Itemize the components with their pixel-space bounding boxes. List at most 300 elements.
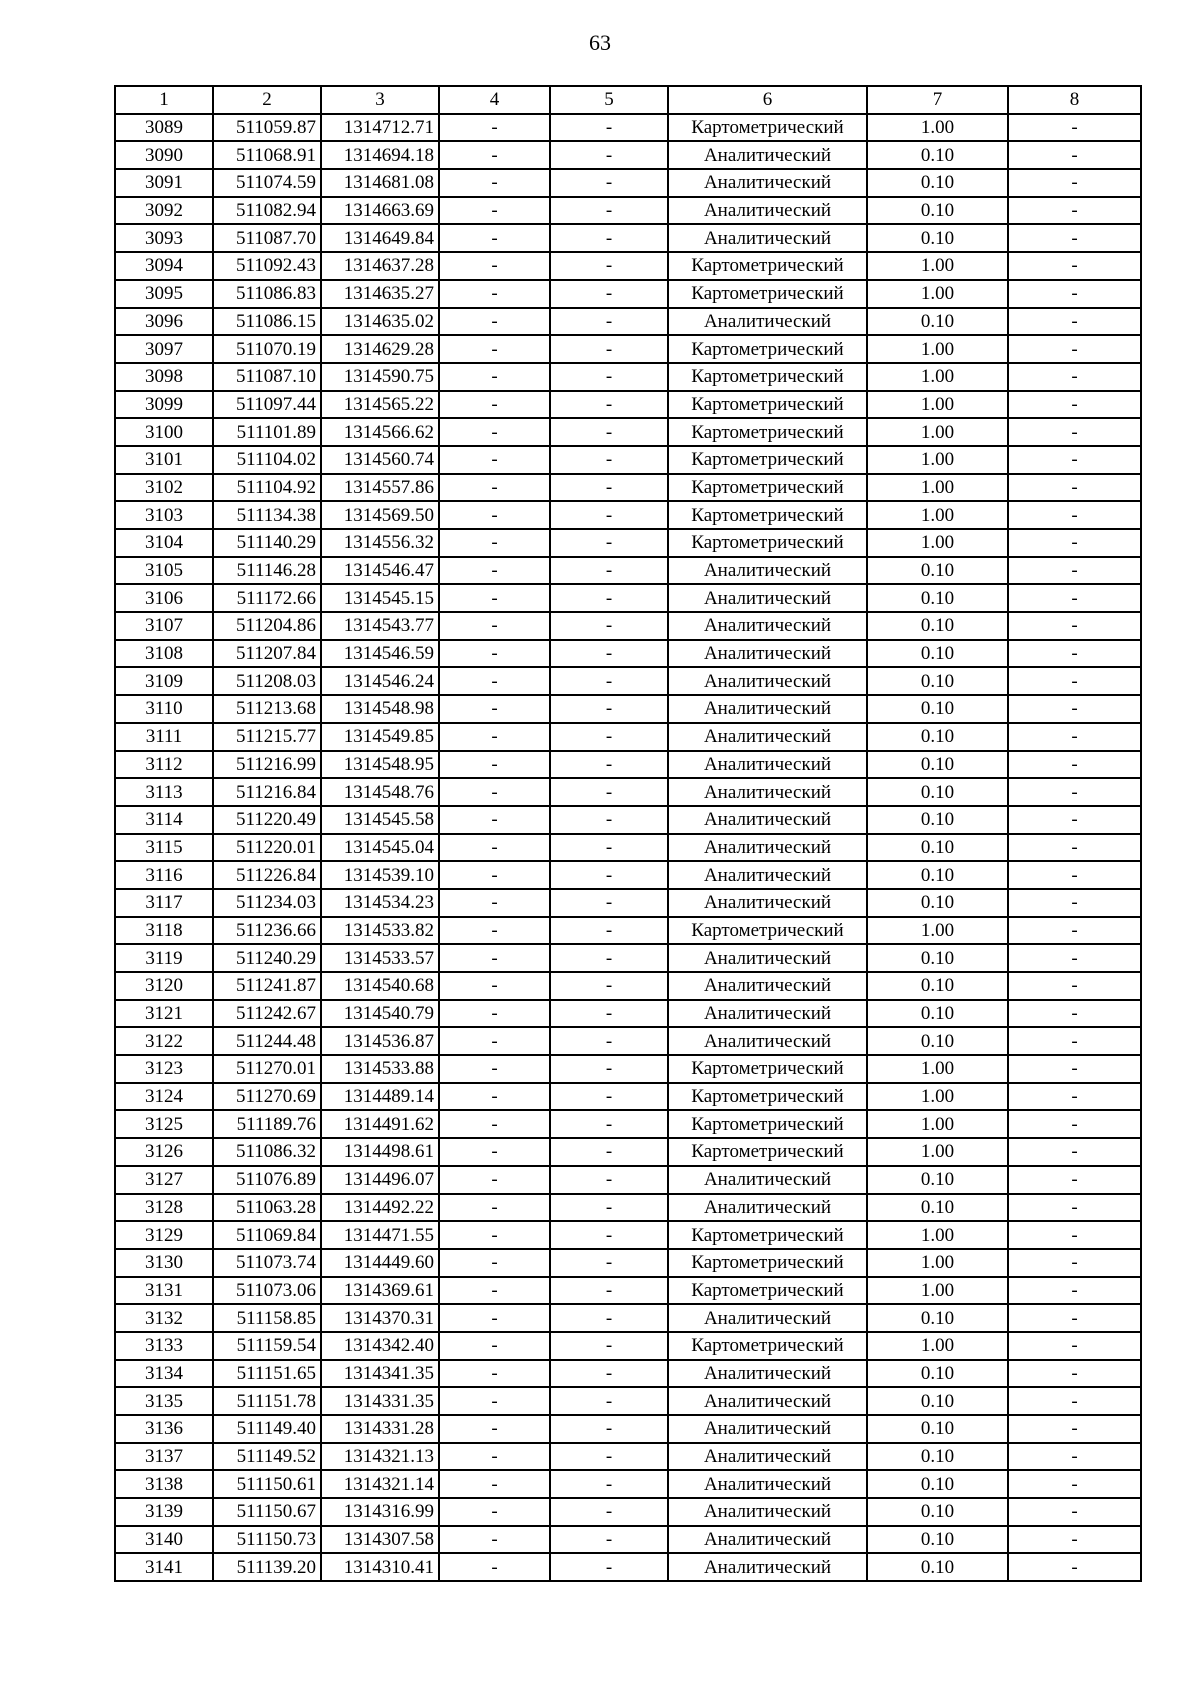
y-coordinate-cell: 1314557.86 [321,474,439,502]
col5-cell: - [550,1526,668,1554]
x-coordinate-cell: 511220.49 [213,806,321,834]
col8-cell: - [1008,612,1141,640]
method-cell: Картометрический [668,1277,867,1305]
x-coordinate-cell: 511213.68 [213,695,321,723]
method-cell: Аналитический [668,1443,867,1471]
coordinates-table [114,85,1142,1582]
y-coordinate-cell: 1314548.95 [321,751,439,779]
column-header: 8 [1008,86,1141,114]
col5-cell: - [550,501,668,529]
col4-cell: - [439,197,550,225]
method-cell: Аналитический [668,806,867,834]
col8-cell: - [1008,1083,1141,1111]
col8-cell: - [1008,1055,1141,1083]
y-coordinate-cell: 1314556.32 [321,529,439,557]
col4-cell: - [439,280,550,308]
y-coordinate-cell: 1314546.59 [321,640,439,668]
col5-cell: - [550,391,668,419]
y-coordinate-cell: 1314663.69 [321,197,439,225]
col4-cell: - [439,1027,550,1055]
accuracy-cell: 1.00 [867,501,1008,529]
col4-cell: - [439,169,550,197]
method-cell: Аналитический [668,1360,867,1388]
col8-cell: - [1008,363,1141,391]
x-coordinate-cell: 511236.66 [213,917,321,945]
x-coordinate-cell: 511244.48 [213,1027,321,1055]
method-cell: Аналитический [668,667,867,695]
col5-cell: - [550,861,668,889]
col8-cell: - [1008,1332,1141,1360]
x-coordinate-cell: 511159.54 [213,1332,321,1360]
point-number-cell: 3092 [115,197,213,225]
point-number-cell: 3099 [115,391,213,419]
accuracy-cell: 0.10 [867,1470,1008,1498]
x-coordinate-cell: 511149.52 [213,1443,321,1471]
x-coordinate-cell: 511149.40 [213,1415,321,1443]
col8-cell: - [1008,1443,1141,1471]
col5-cell: - [550,584,668,612]
accuracy-cell: 0.10 [867,1304,1008,1332]
y-coordinate-cell: 1314635.02 [321,308,439,336]
x-coordinate-cell: 511104.02 [213,446,321,474]
method-cell: Аналитический [668,1415,867,1443]
x-coordinate-cell: 511189.76 [213,1110,321,1138]
col8-cell: - [1008,889,1141,917]
table-row [115,1000,1141,1028]
point-number-cell: 3118 [115,917,213,945]
y-coordinate-cell: 1314492.22 [321,1194,439,1222]
col5-cell: - [550,1498,668,1526]
y-coordinate-cell: 1314369.61 [321,1277,439,1305]
accuracy-cell: 0.10 [867,169,1008,197]
col4-cell: - [439,640,550,668]
col8-cell: - [1008,1110,1141,1138]
accuracy-cell: 0.10 [867,944,1008,972]
accuracy-cell: 0.10 [867,557,1008,585]
col4-cell: - [439,141,550,169]
x-coordinate-cell: 511063.28 [213,1194,321,1222]
accuracy-cell: 0.10 [867,1443,1008,1471]
accuracy-cell: 1.00 [867,1249,1008,1277]
col4-cell: - [439,1138,550,1166]
accuracy-cell: 1.00 [867,391,1008,419]
col4-cell: - [439,944,550,972]
col8-cell: - [1008,1138,1141,1166]
col4-cell: - [439,1277,550,1305]
y-coordinate-cell: 1314545.04 [321,834,439,862]
method-cell: Аналитический [668,1304,867,1332]
method-cell: Картометрический [668,114,867,142]
table-row [115,612,1141,640]
method-cell: Аналитический [668,169,867,197]
col4-cell: - [439,1360,550,1388]
method-cell: Аналитический [668,834,867,862]
x-coordinate-cell: 511234.03 [213,889,321,917]
y-coordinate-cell: 1314637.28 [321,252,439,280]
method-cell: Аналитический [668,889,867,917]
accuracy-cell: 0.10 [867,584,1008,612]
method-cell: Аналитический [668,1526,867,1554]
page-number: 63 [589,30,611,55]
table-row [115,114,1141,142]
col5-cell: - [550,834,668,862]
accuracy-cell: 0.10 [867,224,1008,252]
col8-cell: - [1008,1027,1141,1055]
col4-cell: - [439,1221,550,1249]
point-number-cell: 3113 [115,778,213,806]
method-cell: Картометрический [668,474,867,502]
col8-cell: - [1008,1498,1141,1526]
accuracy-cell: 0.10 [867,806,1008,834]
point-number-cell: 3116 [115,861,213,889]
col5-cell: - [550,1138,668,1166]
method-cell: Картометрический [668,1221,867,1249]
point-number-cell: 3135 [115,1387,213,1415]
x-coordinate-cell: 511216.84 [213,778,321,806]
accuracy-cell: 1.00 [867,280,1008,308]
accuracy-cell: 0.10 [867,612,1008,640]
accuracy-cell: 1.00 [867,1332,1008,1360]
col8-cell: - [1008,584,1141,612]
col4-cell: - [439,1498,550,1526]
y-coordinate-cell: 1314498.61 [321,1138,439,1166]
accuracy-cell: 0.10 [867,1194,1008,1222]
point-number-cell: 3125 [115,1110,213,1138]
method-cell: Картометрический [668,1332,867,1360]
y-coordinate-cell: 1314331.28 [321,1415,439,1443]
method-cell: Аналитический [668,197,867,225]
x-coordinate-cell: 511086.83 [213,280,321,308]
col8-cell: - [1008,1553,1141,1581]
table-row [115,806,1141,834]
accuracy-cell: 1.00 [867,363,1008,391]
table-row [115,778,1141,806]
table-row [115,667,1141,695]
point-number-cell: 3108 [115,640,213,668]
accuracy-cell: 0.10 [867,1000,1008,1028]
method-cell: Картометрический [668,917,867,945]
y-coordinate-cell: 1314491.62 [321,1110,439,1138]
col4-cell: - [439,612,550,640]
method-cell: Аналитический [668,1000,867,1028]
col5-cell: - [550,612,668,640]
col4-cell: - [439,114,550,142]
col8-cell: - [1008,308,1141,336]
point-number-cell: 3102 [115,474,213,502]
x-coordinate-cell: 511158.85 [213,1304,321,1332]
x-coordinate-cell: 511241.87 [213,972,321,1000]
accuracy-cell: 1.00 [867,418,1008,446]
x-coordinate-cell: 511150.61 [213,1470,321,1498]
col4-cell: - [439,1387,550,1415]
point-number-cell: 3103 [115,501,213,529]
table-row [115,280,1141,308]
table-row [115,861,1141,889]
col4-cell: - [439,778,550,806]
col8-cell: - [1008,197,1141,225]
y-coordinate-cell: 1314566.62 [321,418,439,446]
col4-cell: - [439,501,550,529]
col8-cell: - [1008,1470,1141,1498]
col8-cell: - [1008,778,1141,806]
x-coordinate-cell: 511101.89 [213,418,321,446]
method-cell: Картометрический [668,529,867,557]
col4-cell: - [439,695,550,723]
col8-cell: - [1008,1194,1141,1222]
y-coordinate-cell: 1314681.08 [321,169,439,197]
x-coordinate-cell: 511073.74 [213,1249,321,1277]
y-coordinate-cell: 1314546.47 [321,557,439,585]
point-number-cell: 3096 [115,308,213,336]
x-coordinate-cell: 511104.92 [213,474,321,502]
point-number-cell: 3130 [115,1249,213,1277]
col8-cell: - [1008,1304,1141,1332]
table-row [115,1553,1141,1581]
table-row [115,944,1141,972]
method-cell: Аналитический [668,1387,867,1415]
col4-cell: - [439,1470,550,1498]
table-row [115,695,1141,723]
table-row [115,1498,1141,1526]
y-coordinate-cell: 1314533.57 [321,944,439,972]
x-coordinate-cell: 511092.43 [213,252,321,280]
point-number-cell: 3139 [115,1498,213,1526]
x-coordinate-cell: 511097.44 [213,391,321,419]
accuracy-cell: 0.10 [867,197,1008,225]
y-coordinate-cell: 1314540.79 [321,1000,439,1028]
column-header: 2 [213,86,321,114]
col4-cell: - [439,1249,550,1277]
method-cell: Аналитический [668,1553,867,1581]
y-coordinate-cell: 1314533.88 [321,1055,439,1083]
accuracy-cell: 1.00 [867,529,1008,557]
col4-cell: - [439,861,550,889]
method-cell: Картометрический [668,1249,867,1277]
col5-cell: - [550,169,668,197]
table-row [115,972,1141,1000]
col5-cell: - [550,723,668,751]
col8-cell: - [1008,141,1141,169]
y-coordinate-cell: 1314548.98 [321,695,439,723]
col5-cell: - [550,529,668,557]
point-number-cell: 3121 [115,1000,213,1028]
y-coordinate-cell: 1314545.58 [321,806,439,834]
table-row [115,1526,1141,1554]
x-coordinate-cell: 511150.67 [213,1498,321,1526]
col5-cell: - [550,114,668,142]
point-number-cell: 3137 [115,1443,213,1471]
table-row [115,141,1141,169]
column-header: 3 [321,86,439,114]
col5-cell: - [550,335,668,363]
accuracy-cell: 1.00 [867,1055,1008,1083]
point-number-cell: 3134 [115,1360,213,1388]
y-coordinate-cell: 1314545.15 [321,584,439,612]
point-number-cell: 3117 [115,889,213,917]
x-coordinate-cell: 511087.10 [213,363,321,391]
y-coordinate-cell: 1314342.40 [321,1332,439,1360]
method-cell: Картометрический [668,1055,867,1083]
accuracy-cell: 0.10 [867,723,1008,751]
y-coordinate-cell: 1314534.23 [321,889,439,917]
method-cell: Аналитический [668,1194,867,1222]
x-coordinate-cell: 511208.03 [213,667,321,695]
point-number-cell: 3111 [115,723,213,751]
col4-cell: - [439,667,550,695]
col4-cell: - [439,917,550,945]
column-header: 5 [550,86,668,114]
table-row [115,252,1141,280]
col4-cell: - [439,1166,550,1194]
col8-cell: - [1008,252,1141,280]
col4-cell: - [439,1332,550,1360]
table-row [115,1470,1141,1498]
col5-cell: - [550,972,668,1000]
col4-cell: - [439,1526,550,1554]
point-number-cell: 3106 [115,584,213,612]
y-coordinate-cell: 1314536.87 [321,1027,439,1055]
table-row [115,529,1141,557]
table-row [115,1221,1141,1249]
col5-cell: - [550,1249,668,1277]
accuracy-cell: 1.00 [867,446,1008,474]
y-coordinate-cell: 1314712.71 [321,114,439,142]
accuracy-cell: 1.00 [867,1277,1008,1305]
accuracy-cell: 0.10 [867,308,1008,336]
method-cell: Картометрический [668,252,867,280]
method-cell: Аналитический [668,1027,867,1055]
point-number-cell: 3132 [115,1304,213,1332]
col4-cell: - [439,474,550,502]
table-row [115,1332,1141,1360]
col5-cell: - [550,751,668,779]
col4-cell: - [439,1194,550,1222]
y-coordinate-cell: 1314321.13 [321,1443,439,1471]
table-body [115,114,1141,1581]
col8-cell: - [1008,1249,1141,1277]
col4-cell: - [439,1304,550,1332]
point-number-cell: 3138 [115,1470,213,1498]
x-coordinate-cell: 511076.89 [213,1166,321,1194]
accuracy-cell: 1.00 [867,917,1008,945]
method-cell: Аналитический [668,944,867,972]
col5-cell: - [550,141,668,169]
col5-cell: - [550,944,668,972]
x-coordinate-cell: 511087.70 [213,224,321,252]
table-row [115,363,1141,391]
col5-cell: - [550,917,668,945]
col5-cell: - [550,308,668,336]
table-row [115,834,1141,862]
point-number-cell: 3089 [115,114,213,142]
accuracy-cell: 0.10 [867,1498,1008,1526]
y-coordinate-cell: 1314496.07 [321,1166,439,1194]
method-cell: Аналитический [668,695,867,723]
col5-cell: - [550,252,668,280]
method-cell: Картометрический [668,363,867,391]
col8-cell: - [1008,1221,1141,1249]
col5-cell: - [550,1304,668,1332]
method-cell: Аналитический [668,557,867,585]
col8-cell: - [1008,723,1141,751]
x-coordinate-cell: 511139.20 [213,1553,321,1581]
x-coordinate-cell: 511070.19 [213,335,321,363]
y-coordinate-cell: 1314569.50 [321,501,439,529]
y-coordinate-cell: 1314629.28 [321,335,439,363]
col5-cell: - [550,667,668,695]
col8-cell: - [1008,834,1141,862]
col8-cell: - [1008,1415,1141,1443]
col4-cell: - [439,889,550,917]
x-coordinate-cell: 511270.69 [213,1083,321,1111]
table-row [115,557,1141,585]
col5-cell: - [550,197,668,225]
point-number-cell: 3105 [115,557,213,585]
table-row [115,1415,1141,1443]
col4-cell: - [439,418,550,446]
point-number-cell: 3101 [115,446,213,474]
column-header: 7 [867,86,1008,114]
point-number-cell: 3123 [115,1055,213,1083]
method-cell: Аналитический [668,1498,867,1526]
accuracy-cell: 1.00 [867,1083,1008,1111]
point-number-cell: 3126 [115,1138,213,1166]
method-cell: Аналитический [668,778,867,806]
col8-cell: - [1008,806,1141,834]
x-coordinate-cell: 511172.66 [213,584,321,612]
table-row [115,1027,1141,1055]
y-coordinate-cell: 1314321.14 [321,1470,439,1498]
accuracy-cell: 0.10 [867,695,1008,723]
table-row [115,1387,1141,1415]
col4-cell: - [439,806,550,834]
col4-cell: - [439,391,550,419]
accuracy-cell: 0.10 [867,1415,1008,1443]
point-number-cell: 3091 [115,169,213,197]
column-header: 4 [439,86,550,114]
y-coordinate-cell: 1314565.22 [321,391,439,419]
point-number-cell: 3095 [115,280,213,308]
accuracy-cell: 0.10 [867,889,1008,917]
col5-cell: - [550,1110,668,1138]
y-coordinate-cell: 1314546.24 [321,667,439,695]
col5-cell: - [550,1027,668,1055]
x-coordinate-cell: 511226.84 [213,861,321,889]
point-number-cell: 3104 [115,529,213,557]
col5-cell: - [550,1277,668,1305]
col8-cell: - [1008,474,1141,502]
table-row [115,1277,1141,1305]
accuracy-cell: 0.10 [867,972,1008,1000]
col8-cell: - [1008,667,1141,695]
col4-cell: - [439,1443,550,1471]
method-cell: Аналитический [668,640,867,668]
point-number-cell: 3120 [115,972,213,1000]
y-coordinate-cell: 1314310.41 [321,1553,439,1581]
point-number-cell: 3115 [115,834,213,862]
x-coordinate-cell: 511068.91 [213,141,321,169]
table-row [115,723,1141,751]
y-coordinate-cell: 1314370.31 [321,1304,439,1332]
col8-cell: - [1008,917,1141,945]
accuracy-cell: 0.10 [867,1027,1008,1055]
method-cell: Картометрический [668,501,867,529]
col8-cell: - [1008,944,1141,972]
method-cell: Картометрический [668,1138,867,1166]
method-cell: Аналитический [668,972,867,1000]
y-coordinate-cell: 1314539.10 [321,861,439,889]
x-coordinate-cell: 511146.28 [213,557,321,585]
